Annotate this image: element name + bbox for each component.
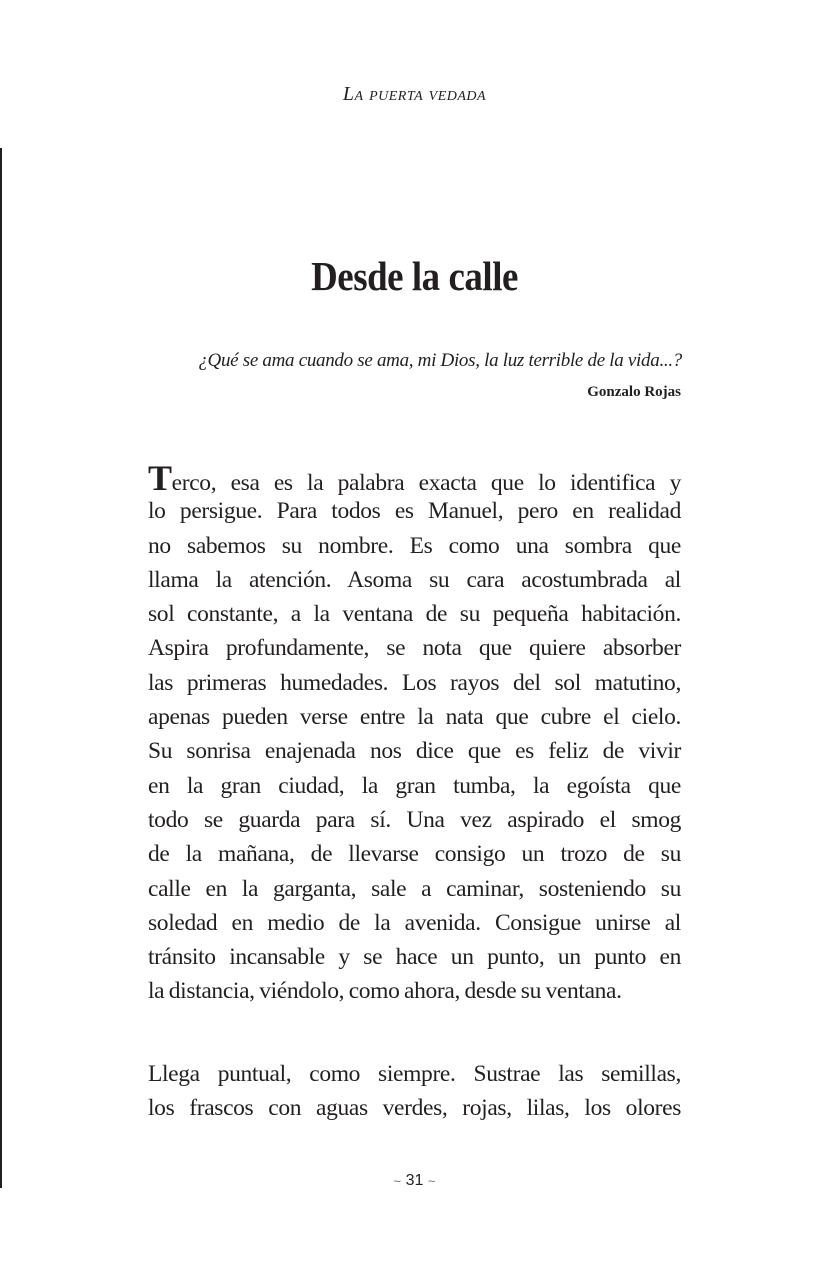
ornament-right-icon: ~ <box>427 1173 436 1189</box>
paragraph-line: llama la atención. Asoma su cara acostumbrada al <box>148 566 681 593</box>
epigraph-quote: ¿Qué se ama cuando se ama, mi Dios, la luz terrible de la vida...? <box>198 350 682 371</box>
paragraph-line: las primeras humedades. Los rayos del sol matutino, <box>148 669 681 696</box>
paragraph-line: los frascos con aguas verdes, rojas, lilas, los olores <box>148 1095 681 1122</box>
page-footer <box>0 1172 829 1190</box>
running-head: La puerta vedada <box>342 83 487 105</box>
line-text: erco, esa es la palabra exacta que lo identifica y <box>171 470 681 496</box>
paragraph-line <box>148 458 681 498</box>
paragraph-line: todo se guarda para sí. Una vez aspirado el smog <box>148 806 681 833</box>
paragraph-line: Llega puntual, como siempre. Sustrae las semillas, <box>148 1061 681 1087</box>
paragraph-line: tránsito incansable y se hace un punto, un punto en <box>148 944 681 971</box>
ornament-left-icon: ~ <box>393 1173 402 1189</box>
left-margin-rule <box>0 148 2 1188</box>
paragraph-2 <box>148 1057 681 1126</box>
paragraph-line: de la mañana, de llevarse consigo un trozo de su <box>148 841 681 868</box>
page-number: 31 <box>405 1172 424 1189</box>
paragraph-line: sol constante, a la ventana de su pequeña habitación. <box>148 601 681 628</box>
paragraph-line: no sabemos su nombre. Es como una sombra que <box>148 532 681 559</box>
chapter-title: Desde la calle <box>311 253 518 299</box>
drop-cap: T <box>148 458 172 498</box>
paragraph-line: soledad en medio de la avenida. Consigue unirse al <box>148 909 681 936</box>
paragraph-line: Aspira profundamente, se nota que quiere absorber <box>148 635 681 662</box>
paragraph-line: calle en la garganta, sale a caminar, sosteniendo su <box>148 875 681 902</box>
paragraph-line: en la gran ciudad, la gran tumba, la egoísta que <box>148 772 681 799</box>
epigraph-author: Gonzalo Rojas <box>587 384 681 400</box>
paragraph-line: la distancia, viéndolo, como ahora, desde su ventana. <box>148 978 622 1005</box>
paragraph-line: apenas pueden verse entre la nata que cubre el cielo. <box>148 704 681 731</box>
paragraph-1 <box>148 460 681 1009</box>
paragraph-line: Su sonrisa enajenada nos dice que es feliz de vivir <box>148 738 681 765</box>
paragraph-line: lo persigue. Para todos es Manuel, pero en realidad <box>148 498 681 525</box>
